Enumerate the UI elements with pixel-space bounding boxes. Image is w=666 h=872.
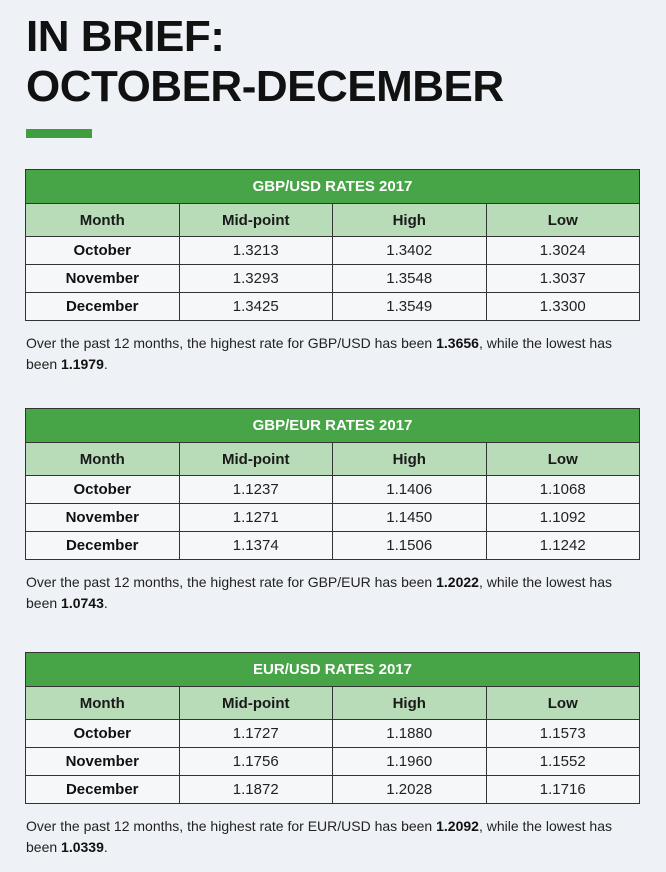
table-caption: EUR/USD RATES 2017 xyxy=(26,653,640,687)
column-header: Month xyxy=(26,443,180,476)
table-row xyxy=(26,293,640,321)
column-header: Month xyxy=(26,687,180,720)
month-cell: November xyxy=(26,748,180,776)
table-row xyxy=(26,532,640,560)
column-header: Low xyxy=(486,204,640,237)
column-header: High xyxy=(333,443,487,476)
rate-cell: 1.1756 xyxy=(179,748,333,776)
rate-cell: 1.1872 xyxy=(179,776,333,804)
month-cell: December xyxy=(26,776,180,804)
note-text: , while the lowest has been xyxy=(26,574,613,611)
month-cell: October xyxy=(26,476,180,504)
column-header: Low xyxy=(486,687,640,720)
rate-cell: 1.1506 xyxy=(333,532,487,560)
note-lowest-rate: 1.0339 xyxy=(61,839,104,855)
rate-cell: 1.1374 xyxy=(179,532,333,560)
rate-cell: 1.1406 xyxy=(333,476,487,504)
column-header: Low xyxy=(486,443,640,476)
column-header: Mid-point xyxy=(179,443,333,476)
column-header: High xyxy=(333,204,487,237)
rate-cell: 1.3300 xyxy=(486,293,640,321)
table-row xyxy=(26,748,640,776)
table-header-row xyxy=(26,204,640,237)
rate-cell: 1.3548 xyxy=(333,265,487,293)
column-header: Mid-point xyxy=(179,687,333,720)
rates-table xyxy=(25,408,640,560)
column-header: High xyxy=(333,687,487,720)
rates-table xyxy=(25,652,640,804)
table-row xyxy=(26,776,640,804)
note-lowest-rate: 1.0743 xyxy=(61,595,104,611)
table-row xyxy=(26,720,640,748)
rate-cell: 1.1573 xyxy=(486,720,640,748)
rate-cell: 1.1727 xyxy=(179,720,333,748)
month-cell: October xyxy=(26,237,180,265)
table-row xyxy=(26,476,640,504)
note-text: , while the lowest has been xyxy=(26,818,613,855)
rate-cell: 1.1880 xyxy=(333,720,487,748)
rate-cell: 1.3425 xyxy=(179,293,333,321)
rate-cell: 1.1068 xyxy=(486,476,640,504)
summary-note xyxy=(26,333,638,375)
note-lowest-rate: 1.1979 xyxy=(61,356,104,372)
month-cell: November xyxy=(26,265,180,293)
rate-cell: 1.1552 xyxy=(486,748,640,776)
note-text: Over the past 12 months, the highest rate for EUR/USD has been xyxy=(26,818,437,834)
rate-cell: 1.1450 xyxy=(333,504,487,532)
rate-cell: 1.1242 xyxy=(486,532,640,560)
note-highest-rate: 1.3656 xyxy=(436,335,479,351)
note-text: . xyxy=(103,839,108,855)
rate-cell: 1.1716 xyxy=(486,776,640,804)
rate-cell: 1.3037 xyxy=(486,265,640,293)
rate-cell: 1.3024 xyxy=(486,237,640,265)
table-caption: GBP/USD RATES 2017 xyxy=(26,170,640,204)
page-title xyxy=(26,12,504,112)
page-title-line2: OCTOBER-DECEMBER xyxy=(26,62,504,111)
rate-cell: 1.1271 xyxy=(179,504,333,532)
note-text: . xyxy=(103,595,108,611)
rate-cell: 1.1960 xyxy=(333,748,487,776)
table-row xyxy=(26,237,640,265)
rate-cell: 1.3293 xyxy=(179,265,333,293)
column-header: Month xyxy=(26,204,180,237)
note-text: , while the lowest has been xyxy=(26,335,613,372)
column-header: Mid-point xyxy=(179,204,333,237)
table-header-row xyxy=(26,443,640,476)
rate-cell: 1.3213 xyxy=(179,237,333,265)
table-row xyxy=(26,265,640,293)
page-title-line1: IN BRIEF: xyxy=(26,12,225,61)
summary-note xyxy=(26,572,638,614)
rate-cell: 1.2028 xyxy=(333,776,487,804)
table-row xyxy=(26,504,640,532)
month-cell: November xyxy=(26,504,180,532)
rate-cell: 1.3402 xyxy=(333,237,487,265)
month-cell: October xyxy=(26,720,180,748)
accent-bar xyxy=(26,129,92,138)
table-header-row xyxy=(26,687,640,720)
note-highest-rate: 1.2092 xyxy=(436,818,479,834)
rates-block-eur-usd xyxy=(25,652,640,858)
rate-cell: 1.1237 xyxy=(179,476,333,504)
note-text: . xyxy=(103,356,108,372)
rates-table xyxy=(25,169,640,321)
month-cell: December xyxy=(26,532,180,560)
rate-cell: 1.1092 xyxy=(486,504,640,532)
rates-block-gbp-usd xyxy=(25,169,640,375)
rates-block-gbp-eur xyxy=(25,408,640,614)
month-cell: December xyxy=(26,293,180,321)
note-text: Over the past 12 months, the highest rate for GBP/USD has been xyxy=(26,335,437,351)
note-text: Over the past 12 months, the highest rate for GBP/EUR has been xyxy=(26,574,437,590)
rate-cell: 1.3549 xyxy=(333,293,487,321)
summary-note xyxy=(26,816,638,858)
note-highest-rate: 1.2022 xyxy=(436,574,479,590)
table-caption: GBP/EUR RATES 2017 xyxy=(26,409,640,443)
